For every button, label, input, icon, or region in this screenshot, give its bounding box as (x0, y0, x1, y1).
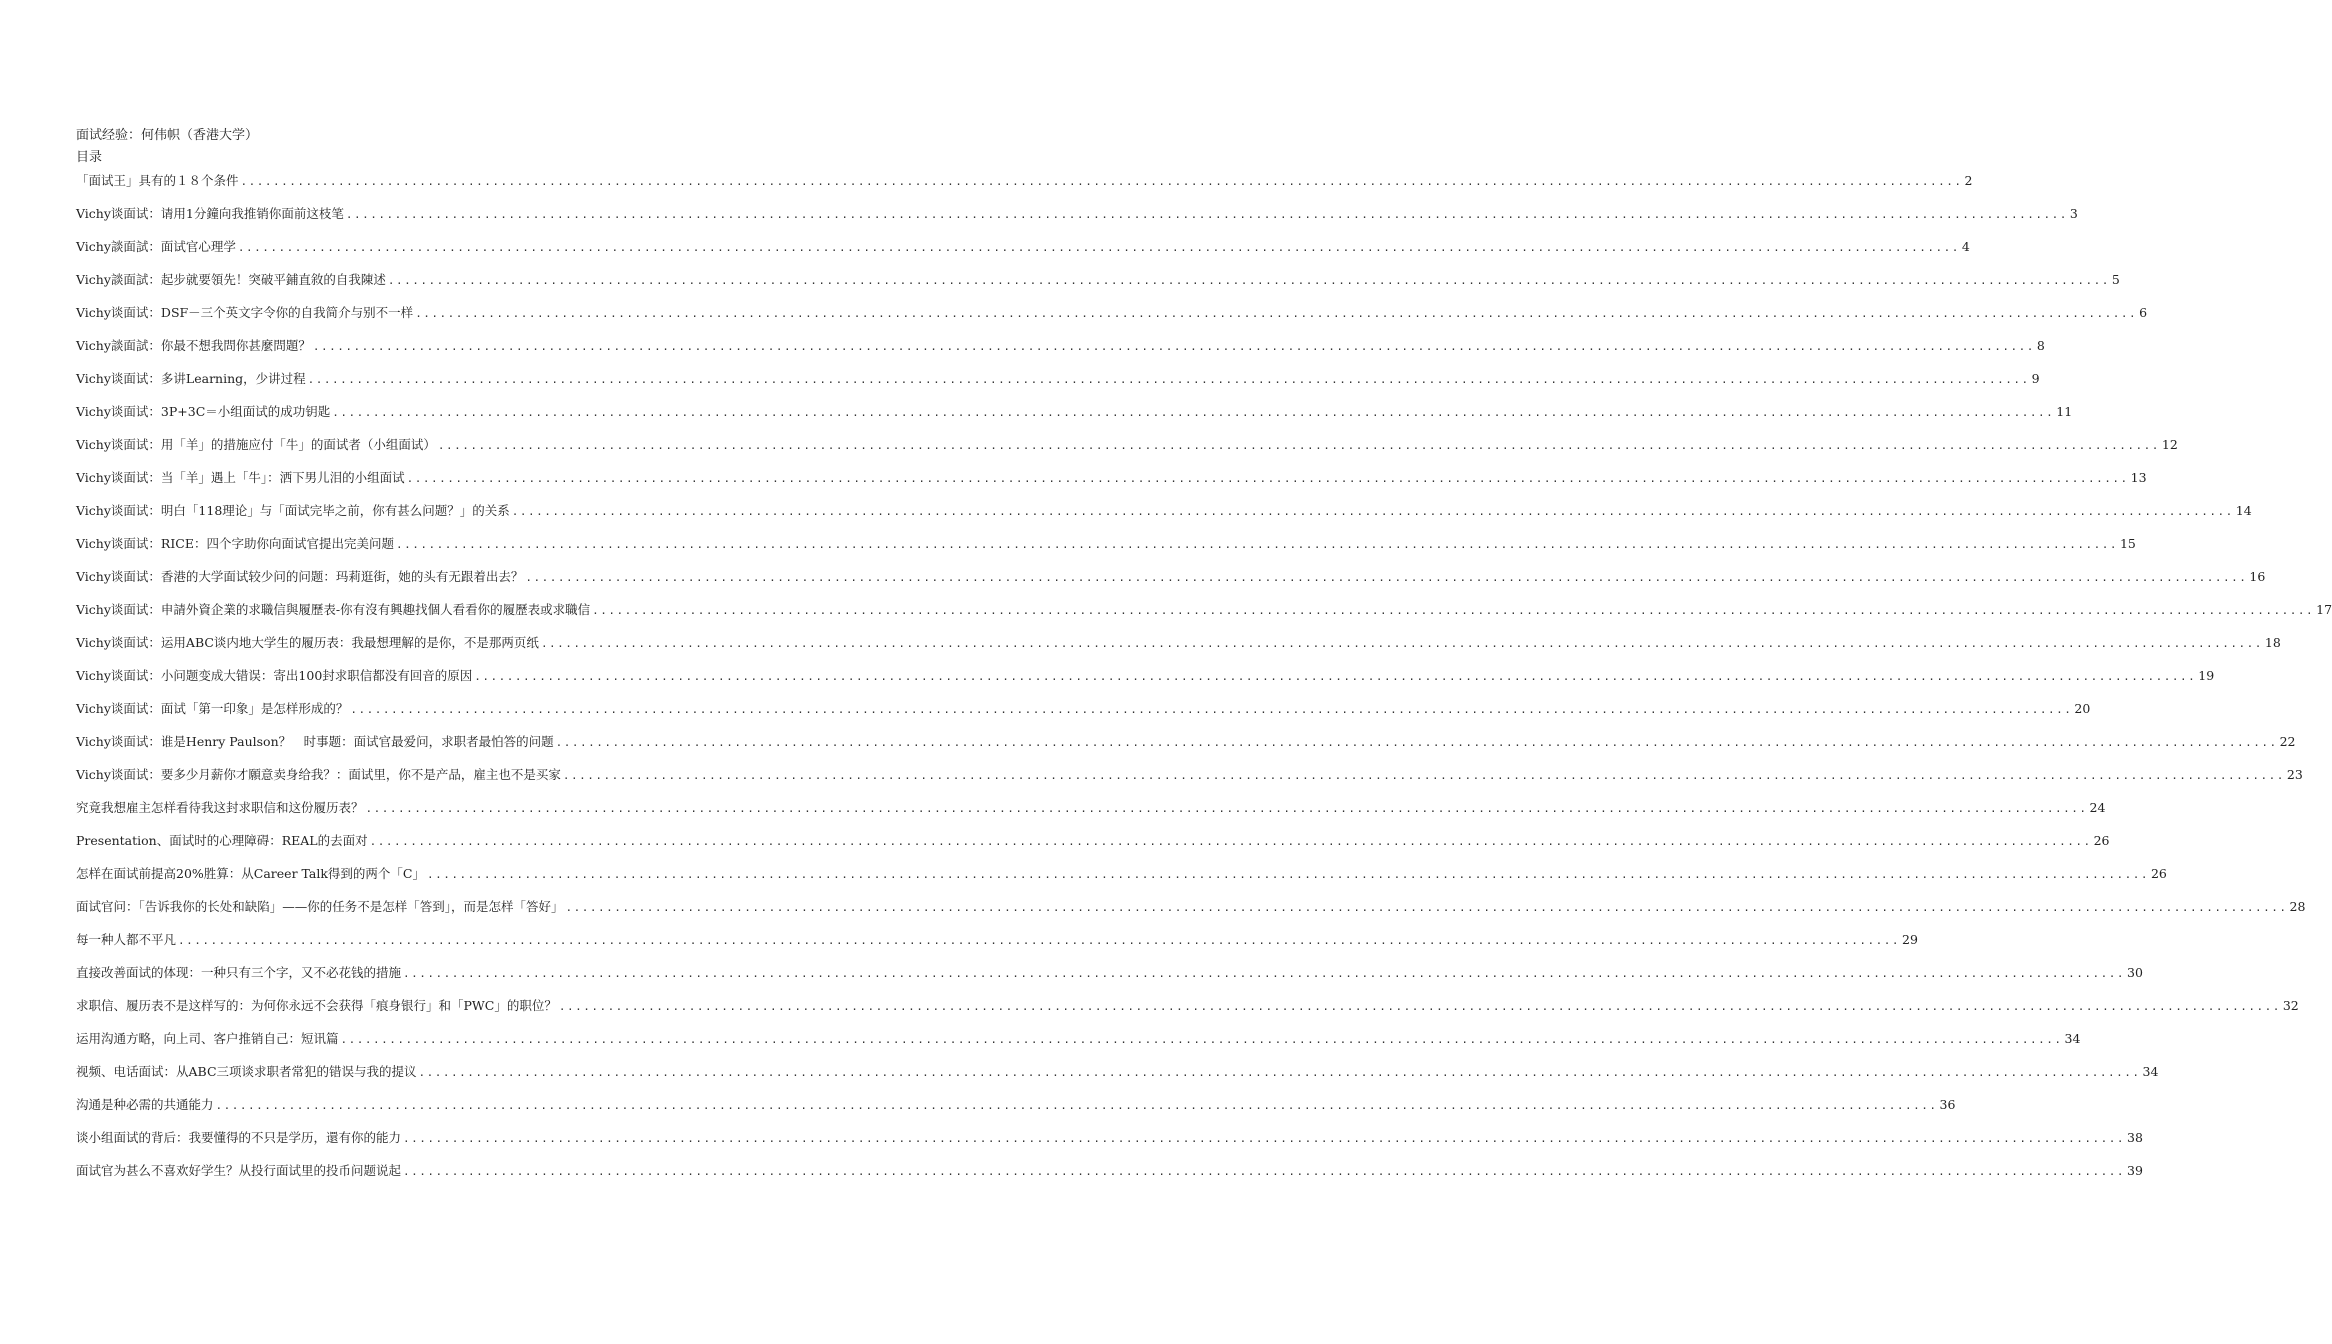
toc-dot-leader (370, 832, 2092, 852)
toc-entry-page-number: 9 (2031, 371, 2040, 386)
toc-entry[interactable] (76, 402, 2073, 435)
toc-heading: 目录 (76, 150, 103, 165)
toc-entry-page-number: 5 (2111, 272, 2120, 287)
toc-entry-page-number: 19 (2198, 668, 2215, 683)
toc-dot-leader (427, 865, 2149, 885)
toc-entry-page-number: 4 (1961, 239, 1970, 254)
toc-entry-page-number: 39 (2127, 1163, 2143, 1178)
toc-entry[interactable] (76, 534, 2136, 567)
toc-dot-leader (341, 1030, 2063, 1050)
toc-entry-title: 究竟我想雇主怎样看待我这封求职信和这份履历表？ (76, 800, 364, 815)
toc-dot-leader (308, 370, 2030, 390)
toc-entry-page-number: 6 (2139, 305, 2148, 320)
toc-dot-leader (346, 205, 2068, 225)
toc-entry[interactable] (76, 666, 2215, 699)
toc-dot-leader (388, 271, 2110, 291)
toc-entry[interactable] (76, 1161, 2143, 1194)
document-title: 面试经验：何伟帜（香港大学） (76, 128, 259, 143)
toc-entry-page-number: 20 (2074, 701, 2091, 716)
toc-entry-title: 求职信、履历表不是这样写的：为何你永远不会获得「痕身银行」和「PWC」的职位？ (76, 998, 557, 1013)
toc-entry-page-number: 15 (2119, 536, 2136, 551)
toc-dot-leader (541, 634, 2263, 654)
toc-entry[interactable] (76, 732, 2296, 765)
toc-dot-leader (407, 469, 2129, 489)
toc-dot-leader (403, 964, 2125, 984)
toc-entry-title: Vichy谈面试：运用ABC谈内地大学生的履历表：我最想理解的是你，不是那两页纸 (76, 635, 539, 650)
toc-entry-page-number: 12 (2161, 437, 2178, 452)
toc-entry-page-number: 11 (2056, 404, 2073, 419)
toc-entry[interactable] (76, 1029, 2081, 1062)
toc-dot-leader (525, 568, 2247, 588)
toc-dot-leader (238, 238, 1960, 258)
toc-entry-page-number: 22 (2279, 734, 2296, 749)
toc-entry-title: 视频、电话面试：从ABC三项谈求职者常犯的错误与我的提议 (76, 1064, 417, 1079)
toc-entry-title: Vichy谈面试：DSF－三个英文字令你的自我简介与别不一样 (76, 305, 414, 320)
toc-entry-title: Vichy談面試：面试官心理学 (76, 239, 236, 254)
toc-entry[interactable] (76, 600, 2332, 633)
toc-entry[interactable] (76, 468, 2147, 501)
toc-dot-leader (216, 1096, 1938, 1116)
toc-entry-title: Vichy谈面试：香港的大学面试较少问的问题：玛莉逛街，她的头有无跟着出去？ (76, 569, 524, 584)
toc-entry-page-number: 34 (2142, 1064, 2159, 1079)
toc-entry-title: Vichy谈面试：谁是Henry Paulson？ 时事题：面试官最爱问，求职者最怕答的问题 (76, 734, 554, 749)
toc-entry[interactable] (76, 567, 2266, 600)
toc-dot-leader (396, 535, 2118, 555)
toc-entry[interactable] (76, 996, 2299, 1029)
toc-entry-title: Vichy谈面试：多讲Learning，少讲过程 (76, 371, 306, 386)
toc-entry-title: 运用沟通方略，向上司、客户推销自己：短讯篇 (76, 1031, 339, 1046)
toc-entry-title: 直接改善面试的体现：一种只有三个字，又不必花钱的措施 (76, 965, 402, 980)
table-of-contents (76, 171, 2332, 1194)
toc-dot-leader (403, 1162, 2125, 1182)
toc-entry-title: 面试官为甚么不喜欢好学生？从投行面试里的投币问题说起 (76, 1163, 402, 1178)
toc-entry-page-number: 38 (2127, 1130, 2143, 1145)
toc-entry-title: Vichy談面試：起步就要領先！突破平鋪直敘的自我陳述 (76, 272, 386, 287)
toc-entry-title: Vichy谈面试：面试「第一印象」是怎样形成的？ (76, 701, 349, 716)
toc-dot-leader (512, 502, 2234, 522)
toc-dot-leader (419, 1063, 2141, 1083)
toc-dot-leader (566, 898, 2288, 918)
toc-entry-page-number: 17 (2316, 602, 2332, 617)
toc-dot-leader (241, 172, 1963, 192)
toc-entry[interactable] (76, 1128, 2143, 1161)
toc-entry-title: Vichy谈面试：当「羊」遇上「牛」：洒下男儿泪的小组面试 (76, 470, 405, 485)
toc-entry[interactable] (76, 204, 2078, 237)
toc-dot-leader (332, 403, 2054, 423)
toc-entry-page-number: 29 (1902, 932, 1918, 947)
toc-entry-title: Vichy谈面试：小问题变成大错误：寄出100封求职信都没有回音的原因 (76, 668, 473, 683)
toc-entry-page-number: 13 (2130, 470, 2147, 485)
toc-entry-title: 怎样在面试前提高20%胜算：从Career Talk得到的两个「C」 (76, 866, 425, 881)
toc-dot-leader (313, 337, 2035, 357)
toc-entry[interactable] (76, 633, 2281, 666)
toc-entry[interactable] (76, 501, 2252, 534)
toc-dot-leader (350, 700, 2072, 720)
toc-entry[interactable] (76, 336, 2045, 369)
toc-entry-page-number: 3 (2069, 206, 2078, 221)
toc-entry[interactable] (76, 930, 1918, 963)
toc-dot-leader (178, 931, 1900, 951)
toc-entry-page-number: 26 (2150, 866, 2167, 881)
toc-entry-page-number: 18 (2264, 635, 2281, 650)
toc-entry[interactable] (76, 699, 2091, 732)
toc-entry-page-number: 24 (2089, 800, 2106, 815)
toc-entry-title: Vichy谈面试：请用1分鐘向我推销你面前这枝笔 (76, 206, 344, 221)
toc-entry-page-number: 28 (2289, 899, 2306, 914)
toc-entry[interactable] (76, 831, 2110, 864)
toc-entry-page-number: 23 (2286, 767, 2303, 782)
toc-entry-title: 每一种人都不平凡 (76, 932, 177, 947)
toc-entry-title: Vichy谈面试：用「羊」的措施应付「牛」的面试者（小组面试） (76, 437, 436, 452)
toc-entry-title: Vichy谈面试：RICE：四个字助你向面试官提出完美问题 (76, 536, 394, 551)
toc-dot-leader (415, 304, 2137, 324)
toc-entry-page-number: 34 (2064, 1031, 2081, 1046)
toc-entry[interactable] (76, 369, 2040, 402)
toc-entry[interactable] (76, 171, 1973, 204)
toc-entry[interactable] (76, 435, 2178, 468)
toc-dot-leader (592, 601, 2314, 621)
toc-entry-page-number: 14 (2235, 503, 2252, 518)
toc-dot-leader (438, 436, 2160, 456)
toc-entry-title: Vichy谈面试：3P+3C＝小组面试的成功钥匙 (76, 404, 331, 419)
toc-entry-page-number: 30 (2127, 965, 2143, 980)
toc-entry[interactable] (76, 1095, 1956, 1128)
toc-entry-page-number: 8 (2036, 338, 2045, 353)
toc-entry-title: Presentation、面试时的心理障碍：REAL的去面对 (76, 833, 368, 848)
toc-dot-leader (474, 667, 2196, 687)
toc-entry-page-number: 36 (1939, 1097, 1956, 1112)
toc-dot-leader (403, 1129, 2125, 1149)
toc-entry-title: 面试官问：「告诉我你的长处和缺陷」——你的任务不是怎样「答到」，而是怎样「答好」 (76, 899, 564, 914)
document-page (76, 126, 2332, 1194)
toc-entry-page-number: 26 (2093, 833, 2110, 848)
toc-dot-leader (556, 733, 2278, 753)
toc-entry[interactable] (76, 963, 2143, 996)
toc-entry-title: Vichy谈面试：要多少月薪你才願意卖身给我？：面试里，你不是产品，雇主也不是买家 (76, 767, 561, 782)
toc-entry[interactable] (76, 765, 2303, 798)
toc-entry-page-number: 16 (2249, 569, 2266, 584)
toc-entry-title: Vichy談面試：你最不想我問你甚麼問題？ (76, 338, 311, 353)
toc-entry[interactable] (76, 864, 2167, 897)
toc-entry[interactable] (76, 798, 2106, 831)
toc-entry-page-number: 32 (2282, 998, 2299, 1013)
toc-entry[interactable] (76, 303, 2148, 336)
toc-dot-leader (563, 766, 2285, 786)
toc-entry-title: 沟通是种必需的共通能力 (76, 1097, 214, 1112)
toc-entry[interactable] (76, 1062, 2159, 1095)
toc-entry-title: 「面试王」具有的１８个条件 (76, 173, 239, 188)
toc-entry-title: Vichy谈面试：明白「118理论」与「面试完毕之前，你有甚么问题？」的关系 (76, 503, 510, 518)
toc-dot-leader (366, 799, 2088, 819)
toc-entry[interactable] (76, 237, 1970, 270)
toc-entry-title: 谈小组面试的背后：我要懂得的不只是学历，還有你的能力 (76, 1130, 402, 1145)
toc-entry[interactable] (76, 897, 2306, 930)
toc-entry-page-number: 2 (1964, 173, 1973, 188)
toc-entry-title: Vichy谈面试：申請外資企業的求職信與履歷表-你有沒有興趣找個人看看你的履歷表或求職信 (76, 602, 591, 617)
toc-entry[interactable] (76, 270, 2120, 303)
toc-dot-leader (559, 997, 2281, 1017)
